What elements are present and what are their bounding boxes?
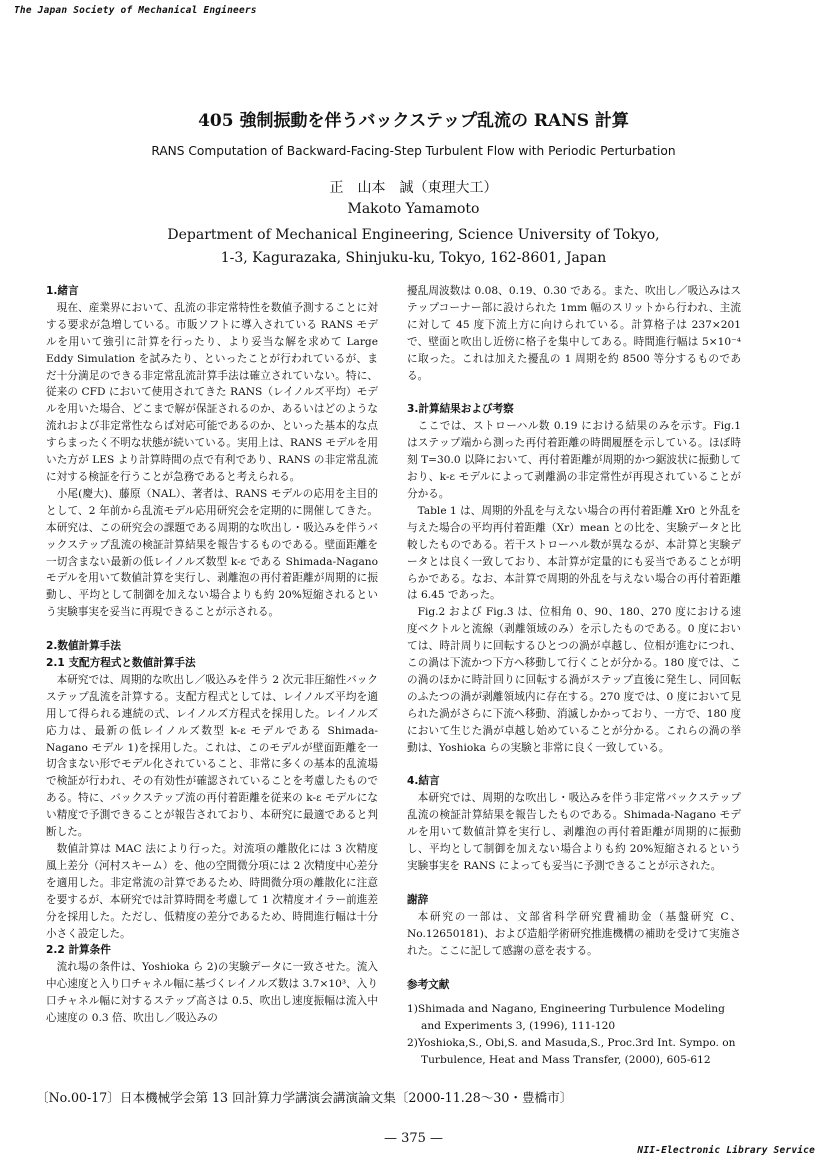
section-heading-results: 3.計算結果および考察 [407,403,514,416]
left-column [46,283,378,1027]
affiliation-line-1: Department of Mechanical Engineering, Science University of Tokyo, [167,227,660,243]
paragraph: 本研究の一部は、文部省科学研究費補助金（基盤研究 C、No.12650181)、および造船学術研究推進機構の補助を受けて実施された。ここに記して感謝の意を表する。 [407,910,741,957]
author-english: Makoto Yamamoto [347,201,480,217]
author-japanese: 正 山本 誠（東理大工） [329,180,498,196]
subsection-heading-conditions: 2.2 計算条件 [46,944,111,957]
proceedings-footer: 〔No.00-17〕日本機械学会第 13 回計算力学講演会講演論文集〔2000-11.28〜30・豊橋市〕 [36,1090,573,1105]
paragraph: 小尾(慶大)、藤原（NAL）、著者は、RANS モデルの応用を主目的として、2 年前から乱流モデル応用研究会を定期的に開催してきた。本研究は、この研究会の課題である周期的な吹出し・吸込みを伴うバックステップ乱流の検証計算結果を報告するものである。壁面距離を一切含まない最新の低レイノルズ数型 k-ε である Shimada-Nagano モデルを用いて数値計算を実行し、剥離泡の再付着距離が周期的に振動し、平均として制御を加えない場合よりも約 20%短縮されるという実験事実を妥当に再現できることが示される。 [46,487,378,619]
reference-item: 2)Yoshioka,S., Obi,S. and Masuda,S., Proc.3rd Int. Sympo. on Turbulence, Heat and Mass Transfer, (2000), 605-612 [407,1037,736,1067]
page-number: — 375 — [383,1131,444,1146]
affiliation-line-2: 1-3, Kagurazaka, Shinjuku-ku, Tokyo, 162-8601, Japan [220,250,607,266]
society-header: The Japan Society of Mechanical Engineers [14,5,257,16]
subsection-heading-equations: 2.1 支配方程式と数値計算手法 [46,657,196,670]
paragraph: ここでは、ストローハル数 0.19 における結果のみを示す。Fig.1 はステップ端から測った再付着距離の時間履歴を示している。ほぼ時刻 T=30.0 以降において、再付着距離が周期的かつ鋸波状に振動しており、k-ε モデルによって剥離渦の非定常性が再現されていることが分かる。 [407,420,741,500]
library-footer: NII-Electronic Library Service [637,1145,815,1156]
right-column [407,283,741,1069]
paragraph: Fig.2 および Fig.3 は、位相角 0、90、180、270 度における速度ベクトルと流線（剥離領域のみ）を示したものである。0 度においては、時計周りに回転するひとつの渦が卓越し、位相が進むにつれ、この渦は下流かつ下方へ移動して行くことが分かる。180 度では、この渦のほかに時計回りに回転する渦がステップ直後に発生し、同回転のふたつの渦が剥離領域内に存在する。270 度では、0 度において見られた渦がさらに下流へ移動、消滅しかかっており、一方で、180 度において生じた渦が卓越し始めていることが分かる。これらの渦の挙動は、Yoshioka らの実験と非常に良く一致している。 [407,606,741,754]
section-heading-introduction: 1.緒言 [46,285,79,297]
paragraph: 数値計算は MAC 法により行った。対流項の離散化には 3 次精度風上差分（河村スキーム）を、他の空間微分項には 2 次精度中心差分を適用した。非定常流の計算であるため、時間微分項の離散化に注意を要するが、本研究では計算時間を考慮して 1 次精度オイラー前進差分を採用した。ただし、低精度の差分であるため、時間進行幅は十分小さく設定した。 [46,843,378,940]
section-heading-acknowledgement: 謝辞 [407,893,429,906]
section-heading-conclusion: 4.結言 [407,775,440,788]
paper-title: 405 強制振動を伴うバックステップ乱流の RANS 計算 [198,111,629,131]
paragraph: 本研究では、周期的な吹出し／吸込みを伴う 2 次元非圧縮性バックステップ乱流を計算する。支配方程式としては、レイノルズ平均を適用して得られる連続の式、レイノルズ方程式を採用した。レイノルズ応力は、最新の低レイノルズ数型 k-ε モデルである Shimada-Nagano モデル 1)を採用した。これは、このモデルが壁面距離を一切含まない形でモデル化されていること、非常に多くの基本的乱流場で検証が行われ、その有効性が確認されていることを考慮したものである。特に、バックステップ流の再付着距離を従来の k-ε モデルにない精度で予測できることが報告されており、本研究に最適であると判断した。 [46,673,378,839]
paper-subtitle: RANS Computation of Backward-Facing-Step Turbulent Flow with Periodic Perturbation [151,144,676,158]
paragraph: 流れ場の条件は、Yoshioka ら 2)の実験データに一致させた。流入中心速度と入り口チャネル幅に基づくレイノルズ数は 3.7×10³、入り口チャネル幅に対するステップ高さは 0.5、吹出し速度振幅は流入中心速度の 0.3 倍、吹出し／吸込みの [46,961,378,1025]
paragraph: 現在、産業界において、乱流の非定常特性を数値予測することに対する要求が急増している。市販ソフトに導入されている RANS モデルを用いて強引に計算を行ったり、より妥当な解を求めて Large Eddy Simulation を試みたり、といったことが行われているが、まだ十分満足のできる非定常乱流計算手法は確立されていない。特に、従来の CFD において使用されてきた RANS（レイノルズ平均）モデルを用いた場合、どこまで解が保証されるのか、あるいはどのような流れおよび非定常性ならば対応可能であるのか、といった基本的な点すらまったく不明な状態が続いている。実用上は、RANS モデルを用いた方が LES より計算時間の点で有利であり、RANS の非定常乱流に対する検証を行うことが急務であると考えられる。 [46,301,378,483]
paragraph: Table 1 は、周期的外乱を与えない場合の再付着距離 Xr0 と外乱を与えた場合の平均再付着距離（Xr）mean との比を、実験データと比較したものである。若干ストローハル数が異なるが、本計算と実験データとは良く一致しており、本計算が定量的にも妥当であることが明らかである。なお、本計算で周期的外乱を与えない場合の再付着距離は 6.45 であった。 [407,504,741,602]
section-heading-references: 参考文献 [407,978,450,991]
paragraph: 擾乱周波数は 0.08、0.19、0.30 である。また、吹出し／吸込みはステップコーナー部に設けられた 1mm 幅のスリットから行われ、主流に対して 45 度下流上方に向けられている。計算格子は 237×201 で、壁面と吹出し近傍に格子を集中してある。時間進行幅は 5×10⁻⁴ に取った。これは加えた擾乱の 1 周期を約 8500 等分するものである。 [407,285,741,382]
paragraph: 本研究では、周期的な吹出し・吸込みを伴う非定常バックステップ乱流の検証計算結果を報告したものである。Shimada-Nagano モデルを用いて数値計算を実行し、剥離泡の再付着距離が周期的に振動し、平均として制御を加えない場合よりも約 20%短縮されるという実験事実を RANS によっても妥当に予測できることが示された。 [407,792,741,872]
section-heading-methods: 2.数値計算手法 [46,640,121,653]
reference-item: 1)Shimada and Nagano, Engineering Turbulence Modeling and Experiments 3, (1996), 111-120 [407,1003,725,1033]
